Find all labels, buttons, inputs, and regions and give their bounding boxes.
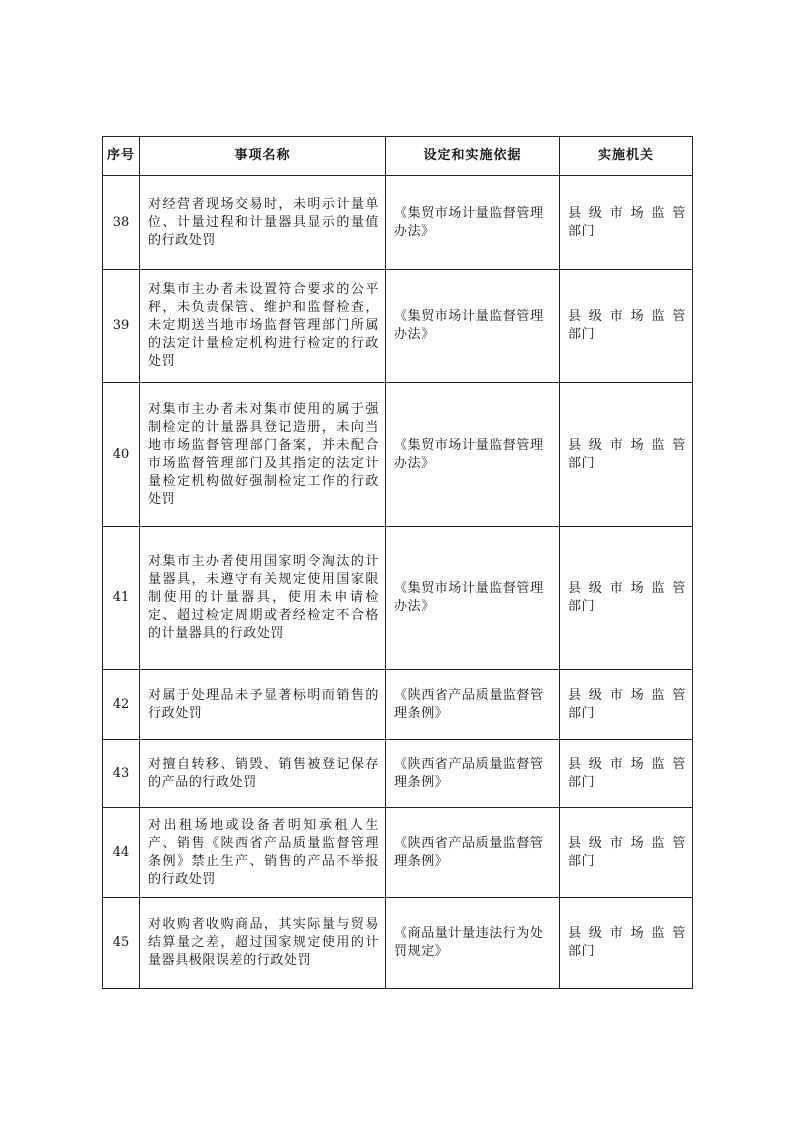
- row-item-name: 对集市主办者未设置符合要求的公平秤，未负责保管、维护和监督检查，未定期送当地市场监督管理部门所属的法定计量检定机构进行检定的行政处罚: [140, 270, 386, 383]
- authority-line2: 部门: [568, 599, 596, 614]
- authority-line2: 部门: [568, 774, 596, 790]
- row-item-name: 对出租场地或设备者明知承租人生产、销售《陕西省产品质量监督管理条例》禁止生产、销售的产品不举报的行政处罚: [140, 808, 386, 898]
- authority-line2: 部门: [568, 944, 596, 959]
- row-basis: 《陕西省产品质量监督管理条例》: [386, 808, 560, 898]
- row-item-name: 对集市主办者使用国家明令淘汰的计量器具，未遵守有关规定使用国家限制使用的计量器具，使用未申请检定、超过检定周期或者经检定不合格的计量器具的行政处罚: [140, 527, 386, 670]
- header-authority: 实施机关: [560, 137, 693, 176]
- authority-line2: 部门: [568, 327, 596, 342]
- row-authority: [560, 670, 693, 740]
- table-header-row: [103, 137, 693, 176]
- header-basis: 设定和实施依据: [386, 137, 560, 176]
- table-row: [103, 898, 693, 989]
- table-row: [103, 270, 693, 383]
- row-seq: 38: [103, 176, 140, 270]
- row-basis: 《集贸市场计量监督管理办法》: [386, 270, 560, 383]
- row-basis: 《陕西省产品质量监督管理条例》: [386, 670, 560, 740]
- row-authority: [560, 740, 693, 808]
- authority-line2: 部门: [568, 853, 596, 869]
- header-item-name: 事项名称: [140, 137, 386, 176]
- row-seq: 43: [103, 740, 140, 808]
- authority-line2: 部门: [568, 455, 596, 471]
- row-seq: 42: [103, 670, 140, 740]
- row-seq: 45: [103, 898, 140, 989]
- authority-line2: 部门: [568, 705, 596, 721]
- table-row: [103, 740, 693, 808]
- authority-line1: 县级市场监管: [568, 437, 686, 453]
- row-authority: [560, 383, 693, 527]
- row-seq: 41: [103, 527, 140, 670]
- row-basis: 《商品量计量违法行为处罚规定》: [386, 898, 560, 989]
- row-basis: 《集贸市场计量监督管理办法》: [386, 383, 560, 527]
- row-item-name: 对经营者现场交易时，未明示计量单位、计量过程和计量器具显示的量值的行政处罚: [140, 176, 386, 270]
- table-row: [103, 176, 693, 270]
- row-item-name: 对属于处理品未予显著标明而销售的行政处罚: [140, 670, 386, 740]
- regulation-table: [102, 136, 693, 989]
- row-authority: [560, 898, 693, 989]
- authority-line1: 县级市场监管: [568, 926, 686, 941]
- authority-line1: 县级市场监管: [568, 756, 686, 772]
- row-seq: 40: [103, 383, 140, 527]
- row-authority: [560, 808, 693, 898]
- row-seq: 44: [103, 808, 140, 898]
- authority-line2: 部门: [568, 223, 596, 239]
- row-item-name: 对收购者收购商品，其实际量与贸易结算量之差，超过国家规定使用的计量器具极限误差的行政处罚: [140, 898, 386, 989]
- row-basis: 《集贸市场计量监督管理办法》: [386, 176, 560, 270]
- authority-line1: 县级市场监管: [568, 581, 686, 596]
- authority-line1: 县级市场监管: [568, 687, 686, 703]
- row-item-name: 对擅自转移、销毁、销售被登记保存的产品的行政处罚: [140, 740, 386, 808]
- row-authority: [560, 176, 693, 270]
- row-authority: [560, 270, 693, 383]
- row-item-name: 对集市主办者未对集市使用的属于强制检定的计量器具登记造册，未向当地市场监督管理部门备案，并未配合市场监督管理部门及其指定的法定计量检定机构做好强制检定工作的行政处罚: [140, 383, 386, 527]
- row-basis: 《陕西省产品质量监督管理条例》: [386, 740, 560, 808]
- header-seq: 序号: [103, 137, 140, 176]
- row-authority: [560, 527, 693, 670]
- table-row: [103, 808, 693, 898]
- table-row: [103, 527, 693, 670]
- row-basis: 《集贸市场计量监督管理办法》: [386, 527, 560, 670]
- table-row: [103, 670, 693, 740]
- authority-line1: 县级市场监管: [568, 835, 686, 851]
- table-row: [103, 383, 693, 527]
- row-seq: 39: [103, 270, 140, 383]
- authority-line1: 县级市场监管: [568, 309, 686, 324]
- authority-line1: 县级市场监管: [568, 205, 686, 221]
